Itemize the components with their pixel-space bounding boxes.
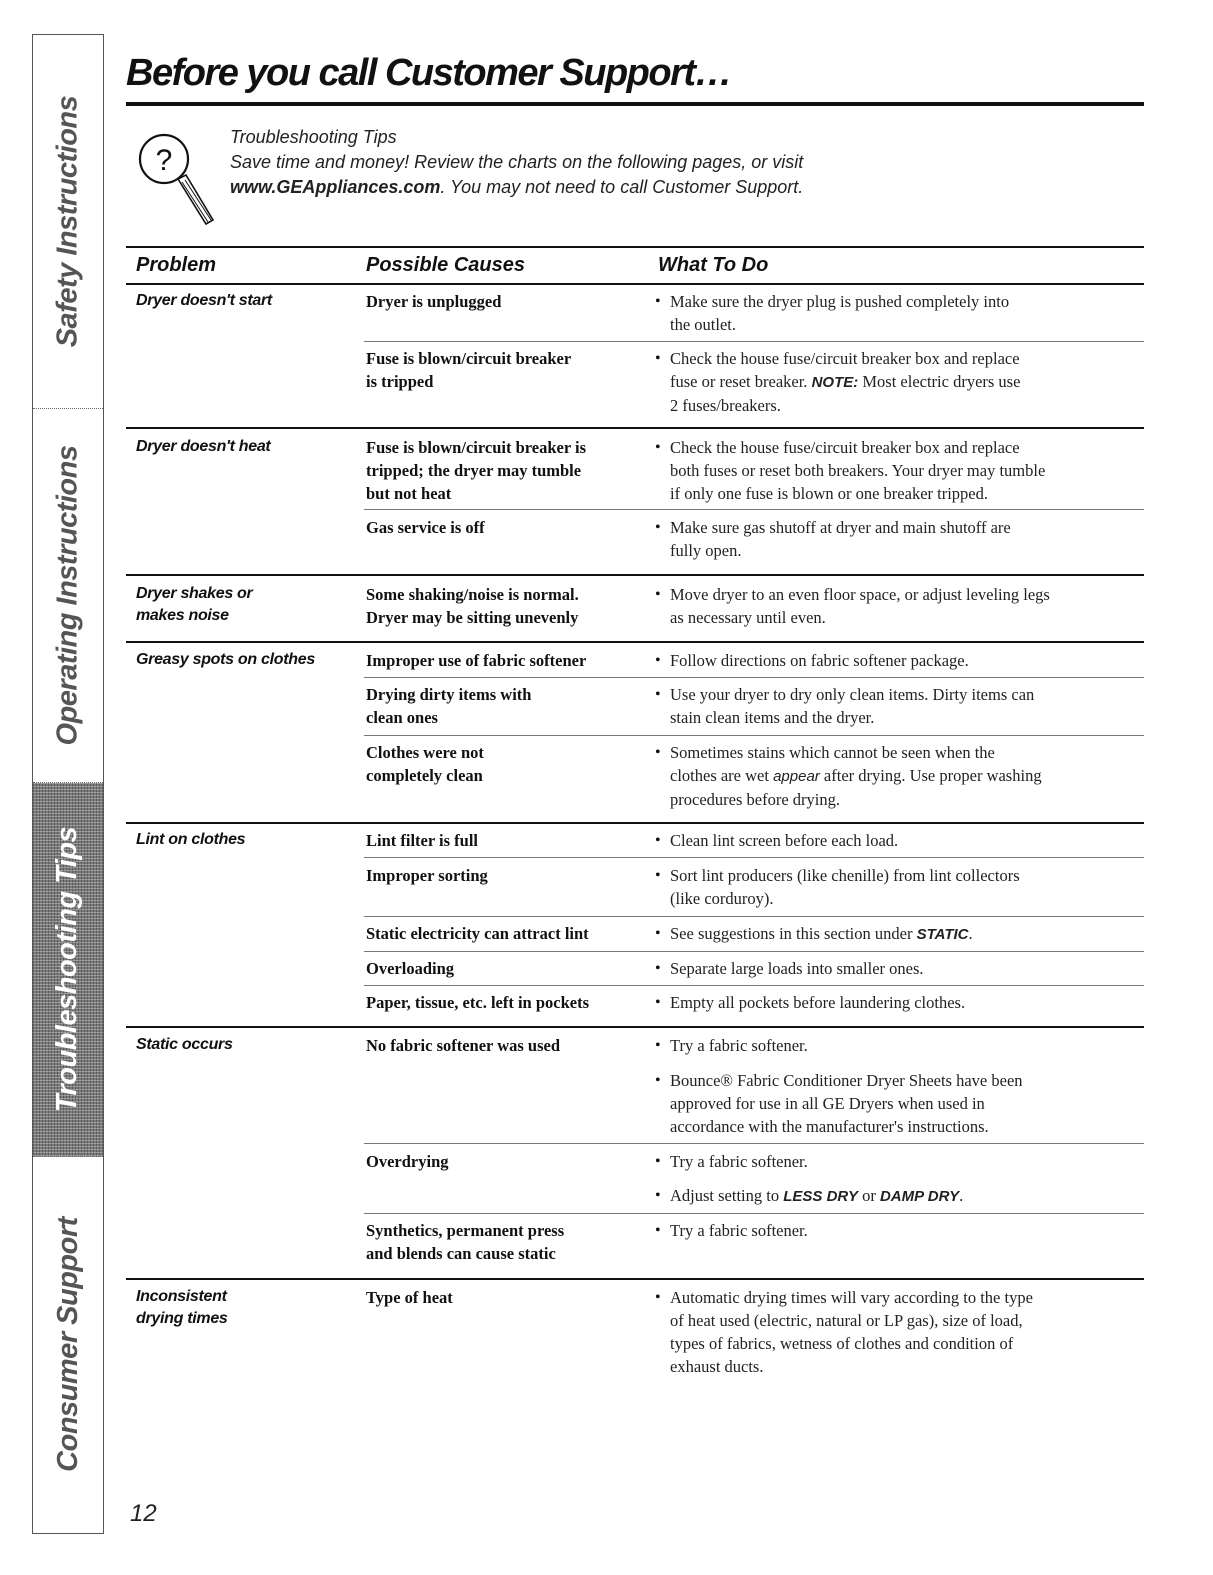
todo-line: the outlet. [670, 315, 736, 334]
cause-line: Fuse is blown/circuit breaker is [366, 438, 587, 457]
tab-operating-instructions[interactable] [33, 409, 103, 783]
problem-line: Dryer shakes or [136, 585, 253, 602]
todo-line: Use your dryer to dry only clean items. Dirty items can [670, 685, 1035, 704]
question-magnifier-icon [138, 124, 218, 234]
cause-line: Fuse is blown/circuit breaker [366, 349, 572, 368]
todo-line: Bounce® Fabric Conditioner Dryer Sheets have been [670, 1071, 1023, 1090]
sub-row-rule [364, 916, 1144, 917]
todo-cell [670, 290, 1144, 336]
bullet: • [655, 1153, 661, 1170]
cause-line: Lint filter is full [366, 831, 478, 850]
tab-troubleshooting-tips[interactable] [33, 783, 103, 1157]
todo-line: accordance with the manufacturer's instructions. [670, 1117, 989, 1136]
page-title: Before you call Customer Support… [126, 52, 732, 94]
website-link[interactable]: www.GEAppliances.com [230, 177, 441, 197]
todo-line: Check the house fuse/circuit breaker box and replace [670, 349, 1020, 368]
cause-cell [366, 829, 646, 852]
todo-cell [670, 516, 1144, 562]
cause-line: completely clean [366, 766, 483, 785]
cause-cell [366, 741, 646, 787]
sub-row-rule [364, 951, 1144, 952]
tips-text-line-2 [230, 177, 803, 198]
sub-row-rule [364, 509, 1144, 510]
cause-line: Clothes were not [366, 743, 484, 762]
todo-cell [670, 347, 1144, 417]
cause-line: Drying dirty items with [366, 685, 532, 704]
todo-text: . [959, 1186, 964, 1205]
note-label: NOTE: [811, 374, 859, 391]
bullet: • [655, 652, 661, 669]
todo-line: stain clean items and the dryer. [670, 708, 875, 727]
sub-row-rule [364, 341, 1144, 342]
bullet: • [655, 439, 661, 456]
cause-cell [366, 1286, 646, 1309]
cause-cell [366, 649, 646, 672]
bullet: • [655, 960, 661, 977]
cause-cell [366, 1219, 646, 1265]
todo-text: fuse or reset breaker. [670, 372, 812, 391]
cause-line: but not heat [366, 484, 452, 503]
emphasis-text: appear [773, 768, 820, 785]
todo-cell [670, 1286, 1144, 1378]
problem-dryer-doesnt-start: Dryer doesn't start [136, 292, 272, 309]
cause-line: Dryer may be sitting unevenly [366, 608, 579, 627]
todo-cell [670, 741, 1144, 811]
todo-line: Sort lint producers (like chenille) from lint collectors [670, 866, 1020, 885]
bullet: • [655, 1037, 661, 1054]
todo-text: after drying. Use proper washing [819, 766, 1042, 785]
svg-text:?: ? [155, 144, 173, 177]
cause-line: Type of heat [366, 1288, 453, 1307]
cause-cell [366, 516, 646, 539]
todo-text: Most electric dryers use [858, 372, 1021, 391]
sub-row-rule [364, 985, 1144, 986]
bullet: • [655, 293, 661, 310]
todo-line: Make sure the dryer plug is pushed completely into [670, 292, 1010, 311]
sub-row-rule [364, 677, 1144, 678]
cause-line: clean ones [366, 708, 438, 727]
todo-cell [670, 991, 1144, 1014]
cause-cell [366, 864, 646, 887]
todo-line: fully open. [670, 541, 742, 560]
sub-row-rule [364, 1143, 1144, 1144]
todo-line [670, 370, 1144, 394]
row-divider [126, 1026, 1144, 1028]
cause-cell [366, 1034, 646, 1057]
cause-cell [366, 991, 646, 1014]
bullet: • [655, 1187, 661, 1204]
todo-line: Clean lint screen before each load. [670, 831, 899, 850]
todo-text: or [857, 1186, 880, 1205]
todo-line: of heat used (electric, natural or LP gas), size of load, [670, 1311, 1023, 1330]
row-divider [126, 574, 1144, 576]
bullet: • [655, 832, 661, 849]
tab-label: Consumer Support [51, 1217, 84, 1472]
column-header-what-to-do: What To Do [658, 254, 769, 276]
cause-cell [366, 1150, 646, 1173]
section-tab-bar [32, 34, 104, 1534]
todo-cell [670, 1184, 1144, 1208]
bullet: • [655, 350, 661, 367]
cause-cell [366, 436, 646, 505]
cause-line: and blends can cause static [366, 1244, 556, 1263]
bullet: • [655, 925, 661, 942]
sub-row-rule [364, 857, 1144, 858]
cause-line: Improper sorting [366, 866, 488, 885]
tips-text-line-1: Save time and money! Review the charts on the following pages, or visit [230, 152, 804, 172]
tab-label: Safety Instructions [51, 95, 84, 348]
tab-consumer-support[interactable] [33, 1157, 103, 1532]
bullet: • [655, 744, 661, 761]
todo-line [670, 764, 1144, 788]
cause-cell [366, 922, 646, 945]
todo-cell [670, 957, 1144, 980]
column-header-possible-causes: Possible Causes [366, 254, 525, 276]
title-divider [126, 102, 1144, 106]
cause-cell [366, 957, 646, 980]
bullet: • [655, 1072, 661, 1089]
todo-line: Make sure gas shutoff at dryer and main shutoff are [670, 518, 1011, 537]
todo-cell [670, 649, 1144, 672]
todo-line: approved for use in all GE Dryers when used in [670, 1094, 985, 1113]
problem-greasy-spots-on-clothes: Greasy spots on clothes [136, 651, 315, 668]
todo-line: Move dryer to an even floor space, or adjust leveling legs [670, 585, 1050, 604]
todo-line: both fuses or reset both breakers. Your dryer may tumble [670, 461, 1046, 480]
todo-line: as necessary until even. [670, 608, 826, 627]
todo-cell [670, 1219, 1144, 1242]
problem-line: makes noise [136, 607, 229, 624]
todo-cell [670, 922, 1144, 946]
sub-row-rule [364, 735, 1144, 736]
problem-line: Inconsistent [136, 1288, 227, 1305]
todo-line: Empty all pockets before laundering clothes. [670, 993, 966, 1012]
cause-line: Gas service is off [366, 518, 485, 537]
cause-cell [366, 583, 646, 629]
tab-safety-instructions[interactable] [33, 35, 103, 409]
todo-line: procedures before drying. [670, 790, 840, 809]
tips-heading: Troubleshooting Tips [230, 127, 397, 147]
todo-line: Try a fabric softener. [670, 1152, 808, 1171]
row-divider [126, 1278, 1144, 1280]
tab-label: Troubleshooting Tips [51, 826, 84, 1113]
bullet: • [655, 867, 661, 884]
bullet: • [655, 994, 661, 1011]
cause-line: Overdrying [366, 1152, 449, 1171]
todo-line: 2 fuses/breakers. [670, 396, 781, 415]
todo-line: (like corduroy). [670, 889, 774, 908]
bullet: • [655, 1289, 661, 1306]
row-divider [126, 641, 1144, 643]
todo-line [670, 1184, 1144, 1208]
cause-line: is tripped [366, 372, 434, 391]
column-header-problem: Problem [136, 254, 217, 276]
todo-cell [670, 829, 1144, 852]
cause-line: Paper, tissue, etc. left in pockets [366, 993, 590, 1012]
todo-cell [670, 864, 1144, 910]
cause-line: No fabric softener was used [366, 1036, 561, 1055]
setting-keyword: LESS DRY [783, 1188, 858, 1205]
tips-text-rest: . You may not need to call Customer Support. [440, 177, 804, 197]
todo-line: Try a fabric softener. [670, 1221, 808, 1240]
cause-line: Synthetics, permanent press [366, 1221, 565, 1240]
todo-text: . [968, 924, 973, 943]
problem-dryer-doesnt-heat: Dryer doesn't heat [136, 438, 271, 455]
todo-line: Separate large loads into smaller ones. [670, 959, 924, 978]
sub-row-rule [364, 1213, 1144, 1214]
todo-cell [670, 1034, 1144, 1057]
problem-lint-on-clothes: Lint on clothes [136, 831, 246, 848]
todo-cell [670, 583, 1144, 629]
todo-line: exhaust ducts. [670, 1357, 764, 1376]
table-top-rule [126, 246, 1144, 248]
bullet: • [655, 586, 661, 603]
setting-keyword: DAMP DRY [879, 1188, 960, 1205]
cause-line: Overloading [366, 959, 455, 978]
cause-line: Static electricity can attract lint [366, 924, 589, 943]
todo-line: Sometimes stains which cannot be seen when the [670, 743, 995, 762]
todo-line: Try a fabric softener. [670, 1036, 808, 1055]
problem-line: drying times [136, 1310, 228, 1327]
column-header-rule [126, 283, 1144, 285]
cause-cell [366, 683, 646, 729]
bullet: • [655, 686, 661, 703]
bullet: • [655, 1222, 661, 1239]
todo-line: Automatic drying times will vary according to the type [670, 1288, 1033, 1307]
problem-static-occurs: Static occurs [136, 1036, 233, 1053]
page-number: 12 [130, 1500, 157, 1527]
setting-keyword: STATIC [916, 926, 969, 943]
todo-text: clothes are wet [670, 766, 774, 785]
cause-line: tripped; the dryer may tumble [366, 461, 582, 480]
todo-line: types of fabrics, wetness of clothes and condition of [670, 1334, 1014, 1353]
todo-line: if only one fuse is blown or one breaker tripped. [670, 484, 988, 503]
row-divider [126, 427, 1144, 429]
problem-inconsistent-drying-times [136, 1286, 346, 1330]
todo-cell [670, 1069, 1144, 1138]
todo-line [670, 922, 1144, 946]
cause-line: Dryer is unplugged [366, 292, 502, 311]
tab-label: Operating Instructions [51, 445, 84, 746]
todo-line: Check the house fuse/circuit breaker box and replace [670, 438, 1020, 457]
todo-text: See suggestions in this section under [670, 924, 917, 943]
todo-cell [670, 683, 1144, 729]
todo-text: Adjust setting to [670, 1186, 784, 1205]
bullet: • [655, 519, 661, 536]
cause-line: Some shaking/noise is normal. [366, 585, 579, 604]
problem-dryer-shakes-or-makes-noise [136, 583, 346, 627]
cause-cell [366, 347, 646, 393]
todo-cell [670, 1150, 1144, 1173]
todo-line: Follow directions on fabric softener package. [670, 651, 969, 670]
cause-cell [366, 290, 646, 313]
todo-cell [670, 436, 1144, 505]
row-divider [126, 822, 1144, 824]
cause-line: Improper use of fabric softener [366, 651, 587, 670]
